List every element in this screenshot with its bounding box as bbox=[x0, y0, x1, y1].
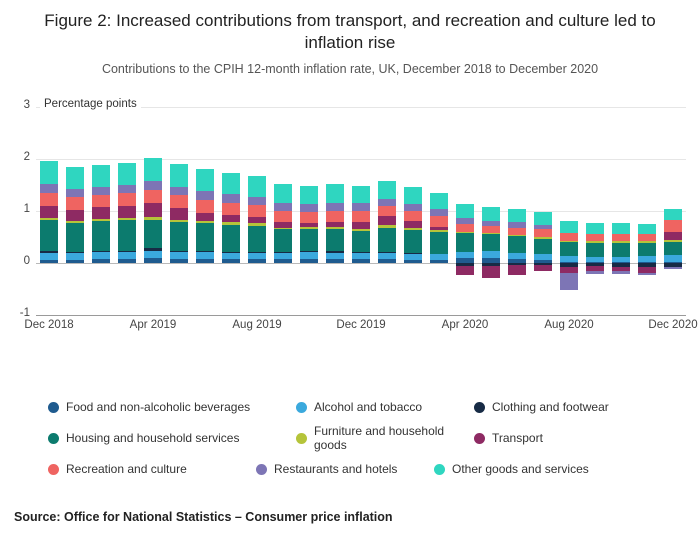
bar-segment bbox=[66, 221, 84, 223]
bar-segment bbox=[352, 252, 370, 253]
bar-segment bbox=[378, 199, 396, 206]
bar-segment bbox=[586, 241, 604, 243]
bar-segment bbox=[118, 218, 136, 220]
bar-segment bbox=[144, 248, 162, 250]
bar-segment bbox=[404, 204, 422, 211]
bar-segment bbox=[92, 187, 110, 195]
bar-segment bbox=[404, 253, 422, 254]
bar-segment bbox=[404, 230, 422, 253]
bar-segment bbox=[222, 253, 240, 260]
bar-segment bbox=[248, 253, 266, 259]
bar-column[interactable] bbox=[248, 107, 266, 315]
bar-segment bbox=[508, 253, 526, 259]
bar-column[interactable] bbox=[404, 107, 422, 315]
x-axis-tick-label: Apr 2020 bbox=[441, 319, 489, 331]
x-axis-labels bbox=[24, 319, 698, 337]
bar-segment bbox=[482, 233, 500, 234]
bar-segment bbox=[352, 259, 370, 263]
bar-segment bbox=[144, 258, 162, 263]
bar-segment bbox=[144, 181, 162, 190]
bar-column[interactable] bbox=[66, 107, 84, 315]
bar-segment bbox=[404, 211, 422, 221]
bar-segment bbox=[66, 223, 84, 252]
bar-segment bbox=[170, 259, 188, 263]
bar-segment bbox=[248, 226, 266, 252]
bar-segment bbox=[664, 220, 682, 231]
bar-column[interactable] bbox=[456, 107, 474, 315]
y-axis-tick-label: -1 bbox=[19, 307, 30, 319]
bar-segment bbox=[196, 191, 214, 199]
bar-segment bbox=[378, 259, 396, 263]
source-note: Source: Office for National Statistics – Consumer price inflation bbox=[14, 510, 393, 524]
bar-segment bbox=[222, 222, 240, 224]
y-axis-unit-label: Percentage points bbox=[40, 98, 141, 110]
legend-item[interactable] bbox=[296, 400, 456, 414]
bar-segment bbox=[40, 220, 58, 251]
bar-segment bbox=[586, 243, 604, 257]
bar-segment bbox=[508, 265, 526, 275]
legend-label: Alcohol and tobacco bbox=[314, 400, 423, 414]
bar-segment bbox=[378, 253, 396, 260]
chart-area bbox=[0, 95, 700, 355]
x-axis-tick-label: Aug 2020 bbox=[544, 319, 594, 331]
y-axis-tick-label: 3 bbox=[23, 99, 30, 111]
bar-segment bbox=[300, 212, 318, 223]
bar-segment bbox=[456, 218, 474, 224]
bar-segment bbox=[300, 251, 318, 252]
bar-column[interactable] bbox=[378, 107, 396, 315]
legend-item[interactable] bbox=[48, 462, 238, 476]
bar-column[interactable] bbox=[170, 107, 188, 315]
bar-column[interactable] bbox=[534, 107, 552, 315]
page-title: Figure 2: Increased contributions from transport, and recreation and culture led to inflation rise bbox=[44, 11, 656, 52]
bar-segment bbox=[378, 252, 396, 253]
bar-segment bbox=[196, 169, 214, 191]
bar-segment bbox=[586, 271, 604, 274]
bar-segment bbox=[92, 251, 110, 253]
x-axis-tick-label: Dec 2019 bbox=[336, 319, 386, 331]
legend-label: Recreation and culture bbox=[66, 462, 187, 476]
bar-segment bbox=[638, 273, 656, 276]
bar-segment bbox=[612, 241, 630, 243]
legend-item[interactable] bbox=[48, 400, 278, 414]
bar-segment bbox=[664, 232, 682, 240]
bar-column[interactable] bbox=[118, 107, 136, 315]
bar-column[interactable] bbox=[144, 107, 162, 315]
bar-segment bbox=[274, 252, 292, 253]
bar-segment bbox=[534, 265, 552, 272]
legend-label: Restaurants and hotels bbox=[274, 462, 398, 476]
bar-segment bbox=[326, 227, 344, 229]
legend-label: Housing and household services bbox=[66, 431, 240, 445]
legend-swatch-icon bbox=[296, 433, 307, 444]
bar-segment bbox=[40, 260, 58, 263]
bar-segment bbox=[612, 223, 630, 234]
bar-segment bbox=[638, 243, 656, 257]
bar-segment bbox=[222, 215, 240, 223]
bar-segment bbox=[196, 221, 214, 223]
bar-segment bbox=[508, 235, 526, 236]
legend-swatch-icon bbox=[296, 402, 307, 413]
bar-segment bbox=[456, 224, 474, 232]
bar-segment bbox=[274, 222, 292, 227]
bar-segment bbox=[170, 222, 188, 250]
bar-segment bbox=[482, 266, 500, 278]
bar-segment bbox=[66, 252, 84, 254]
bar-segment bbox=[638, 241, 656, 243]
legend-swatch-icon bbox=[48, 433, 59, 444]
bar-segment bbox=[534, 239, 552, 255]
plot-region bbox=[36, 107, 686, 315]
bar-segment bbox=[534, 229, 552, 237]
bar-segment bbox=[456, 252, 474, 258]
bar-segment bbox=[40, 251, 58, 253]
bar-segment bbox=[664, 267, 682, 270]
bar-segment bbox=[508, 209, 526, 222]
bar-segment bbox=[300, 186, 318, 204]
bar-segment bbox=[378, 181, 396, 198]
bar-column[interactable] bbox=[586, 107, 604, 315]
bar-segment bbox=[404, 228, 422, 230]
bar-segment bbox=[300, 252, 318, 259]
bar-segment bbox=[170, 251, 188, 253]
legend-swatch-icon bbox=[48, 464, 59, 475]
legend-item[interactable] bbox=[474, 400, 609, 414]
bar-segment bbox=[508, 222, 526, 227]
x-axis-tick-label: Dec 2018 bbox=[24, 319, 74, 331]
bar-segment bbox=[66, 167, 84, 189]
bar-column[interactable] bbox=[508, 107, 526, 315]
bar-segment bbox=[274, 259, 292, 263]
bar-segment bbox=[326, 222, 344, 227]
bar-column[interactable] bbox=[482, 107, 500, 315]
bar-segment bbox=[586, 223, 604, 234]
bar-segment bbox=[222, 225, 240, 252]
legend-label: Furniture and household goods bbox=[314, 424, 445, 452]
bar-segment bbox=[560, 273, 578, 290]
bar-segment bbox=[612, 271, 630, 274]
bar-segment bbox=[300, 227, 318, 230]
bar-segment bbox=[170, 187, 188, 196]
legend-item[interactable] bbox=[474, 424, 543, 452]
bar-segment bbox=[248, 217, 266, 224]
bar-segment bbox=[456, 266, 474, 275]
legend-row bbox=[48, 400, 658, 414]
bar-segment bbox=[430, 232, 448, 254]
bar-segment bbox=[222, 194, 240, 202]
y-axis-tick-label: 1 bbox=[23, 203, 30, 215]
y-axis-tick-label: 0 bbox=[23, 255, 30, 267]
bar-column[interactable] bbox=[612, 107, 630, 315]
legend-row bbox=[48, 424, 658, 452]
bar-column[interactable] bbox=[560, 107, 578, 315]
bar-segment bbox=[352, 222, 370, 229]
legend-item[interactable] bbox=[48, 424, 278, 452]
bar-segment bbox=[274, 203, 292, 211]
bar-column[interactable] bbox=[638, 107, 656, 315]
bar-segment bbox=[534, 237, 552, 239]
bar-segment bbox=[378, 206, 396, 216]
bar-segment bbox=[352, 231, 370, 252]
bar-segment bbox=[118, 220, 136, 250]
bar-segment bbox=[170, 220, 188, 222]
x-axis-line bbox=[36, 315, 686, 316]
bar-segment bbox=[66, 210, 84, 220]
bar-segment bbox=[222, 173, 240, 195]
bar-segment bbox=[118, 251, 136, 253]
bar-segment bbox=[66, 253, 84, 260]
bar-segment bbox=[326, 259, 344, 263]
bar-segment bbox=[222, 259, 240, 263]
bar-segment bbox=[248, 197, 266, 205]
bar-segment bbox=[482, 207, 500, 221]
bar-segment bbox=[196, 213, 214, 222]
bar-segment bbox=[404, 221, 422, 227]
bar-segment bbox=[66, 189, 84, 197]
bar-column[interactable] bbox=[664, 107, 682, 315]
bar-segment bbox=[118, 252, 136, 259]
bar-segment bbox=[534, 225, 552, 229]
page-subtitle: Contributions to the CPIH 12-month inflation rate, UK, December 2018 to December 2020 bbox=[101, 62, 599, 76]
bar-segment bbox=[274, 184, 292, 203]
bar-segment bbox=[456, 233, 474, 252]
legend-label: Transport bbox=[492, 431, 543, 445]
legend-label: Food and non-alcoholic beverages bbox=[66, 400, 251, 414]
bar-segment bbox=[612, 234, 630, 241]
bar-segment bbox=[352, 211, 370, 222]
bar-column[interactable] bbox=[92, 107, 110, 315]
bar-segment bbox=[612, 243, 630, 257]
bar-segment bbox=[560, 242, 578, 256]
bars-group bbox=[36, 107, 686, 315]
bar-segment bbox=[222, 203, 240, 215]
legend-label: Clothing and footwear bbox=[492, 400, 609, 414]
bar-segment bbox=[274, 229, 292, 252]
legend-swatch-icon bbox=[434, 464, 445, 475]
bar-segment bbox=[40, 193, 58, 207]
bar-segment bbox=[118, 206, 136, 218]
legend-item[interactable] bbox=[256, 462, 416, 476]
bar-segment bbox=[274, 211, 292, 222]
bar-segment bbox=[560, 241, 578, 243]
bar-segment bbox=[66, 260, 84, 263]
bar-segment bbox=[118, 163, 136, 185]
bar-segment bbox=[40, 253, 58, 260]
legend bbox=[48, 400, 658, 486]
bar-column[interactable] bbox=[352, 107, 370, 315]
bar-column[interactable] bbox=[430, 107, 448, 315]
bar-segment bbox=[170, 195, 188, 208]
bar-segment bbox=[196, 200, 214, 213]
bar-segment bbox=[430, 209, 448, 216]
bar-segment bbox=[300, 229, 318, 251]
bar-segment bbox=[300, 223, 318, 227]
bar-column[interactable] bbox=[40, 107, 58, 315]
bar-segment bbox=[456, 232, 474, 233]
bar-segment bbox=[274, 228, 292, 230]
bar-segment bbox=[170, 164, 188, 186]
legend-swatch-icon bbox=[48, 402, 59, 413]
bar-segment bbox=[92, 259, 110, 263]
bar-segment bbox=[378, 225, 396, 228]
bar-segment bbox=[248, 176, 266, 197]
bar-segment bbox=[664, 209, 682, 220]
bar-segment bbox=[430, 254, 448, 260]
bar-segment bbox=[482, 226, 500, 233]
bar-segment bbox=[326, 203, 344, 211]
bar-segment bbox=[196, 251, 214, 253]
bar-segment bbox=[92, 207, 110, 218]
bar-segment bbox=[248, 252, 266, 254]
bar-segment bbox=[482, 251, 500, 258]
bar-segment bbox=[352, 229, 370, 231]
bar-segment bbox=[196, 259, 214, 263]
bar-segment bbox=[586, 234, 604, 241]
bar-segment bbox=[430, 260, 448, 263]
bar-segment bbox=[352, 253, 370, 260]
bar-segment bbox=[456, 204, 474, 219]
legend-row bbox=[48, 462, 658, 476]
bar-segment bbox=[92, 219, 110, 221]
bar-segment bbox=[40, 218, 58, 220]
bar-column[interactable] bbox=[326, 107, 344, 315]
bar-segment bbox=[664, 240, 682, 242]
bar-segment bbox=[326, 229, 344, 251]
bar-segment bbox=[534, 212, 552, 224]
bar-column[interactable] bbox=[222, 107, 240, 315]
bar-segment bbox=[144, 203, 162, 217]
bar-segment bbox=[92, 195, 110, 207]
bar-segment bbox=[144, 158, 162, 181]
bar-segment bbox=[170, 208, 188, 220]
bar-segment bbox=[144, 217, 162, 220]
y-axis-tick-label: 2 bbox=[23, 151, 30, 163]
bar-segment bbox=[92, 221, 110, 251]
bar-segment bbox=[40, 184, 58, 193]
bar-segment bbox=[170, 252, 188, 259]
bar-segment bbox=[508, 236, 526, 253]
bar-segment bbox=[612, 257, 630, 263]
bar-segment bbox=[326, 211, 344, 222]
bar-segment bbox=[118, 185, 136, 193]
legend-swatch-icon bbox=[474, 402, 485, 413]
bar-segment bbox=[144, 251, 162, 259]
bar-segment bbox=[300, 204, 318, 212]
bar-segment bbox=[378, 228, 396, 252]
legend-swatch-icon bbox=[256, 464, 267, 475]
bar-segment bbox=[404, 187, 422, 204]
bar-segment bbox=[248, 259, 266, 263]
bar-segment bbox=[66, 197, 84, 210]
legend-swatch-icon bbox=[474, 433, 485, 444]
bar-segment bbox=[274, 253, 292, 259]
x-axis-tick-label: Aug 2019 bbox=[232, 319, 282, 331]
bar-segment bbox=[352, 186, 370, 204]
x-axis-tick-label: Dec 2020 bbox=[648, 319, 698, 331]
bar-segment bbox=[430, 227, 448, 230]
bar-segment bbox=[352, 203, 370, 211]
bar-segment bbox=[560, 221, 578, 233]
bar-segment bbox=[300, 259, 318, 263]
bar-segment bbox=[482, 221, 500, 226]
bar-segment bbox=[638, 234, 656, 241]
bar-segment bbox=[560, 233, 578, 240]
bar-segment bbox=[638, 256, 656, 262]
bar-segment bbox=[144, 190, 162, 203]
bar-segment bbox=[92, 165, 110, 187]
bar-segment bbox=[326, 253, 344, 259]
bar-segment bbox=[378, 216, 396, 225]
bar-column[interactable] bbox=[274, 107, 292, 315]
bar-segment bbox=[248, 223, 266, 225]
bar-segment bbox=[404, 254, 422, 260]
bar-segment bbox=[664, 255, 682, 262]
bar-segment bbox=[664, 242, 682, 256]
bar-column[interactable] bbox=[196, 107, 214, 315]
bar-segment bbox=[40, 161, 58, 184]
legend-item[interactable] bbox=[434, 462, 589, 476]
y-axis-labels bbox=[0, 99, 36, 319]
bar-segment bbox=[482, 234, 500, 251]
bar-segment bbox=[118, 193, 136, 205]
bar-segment bbox=[118, 259, 136, 263]
bar-segment bbox=[222, 252, 240, 253]
bar-segment bbox=[638, 224, 656, 234]
bar-segment bbox=[326, 251, 344, 253]
bar-segment bbox=[430, 230, 448, 232]
bar-segment bbox=[560, 256, 578, 262]
bar-segment bbox=[248, 205, 266, 216]
legend-label: Other goods and services bbox=[452, 462, 589, 476]
bar-segment bbox=[534, 254, 552, 260]
bar-segment bbox=[430, 193, 448, 210]
bar-segment bbox=[430, 216, 448, 226]
x-axis-tick-label: Apr 2019 bbox=[129, 319, 177, 331]
legend-item[interactable] bbox=[296, 424, 456, 452]
bar-segment bbox=[586, 257, 604, 263]
bar-segment bbox=[144, 220, 162, 249]
bar-segment bbox=[92, 252, 110, 259]
bar-segment bbox=[196, 223, 214, 250]
bar-segment bbox=[326, 184, 344, 202]
bar-segment bbox=[404, 260, 422, 263]
bar-segment bbox=[40, 206, 58, 217]
bar-segment bbox=[508, 228, 526, 235]
bar-column[interactable] bbox=[300, 107, 318, 315]
bar-segment bbox=[196, 252, 214, 259]
